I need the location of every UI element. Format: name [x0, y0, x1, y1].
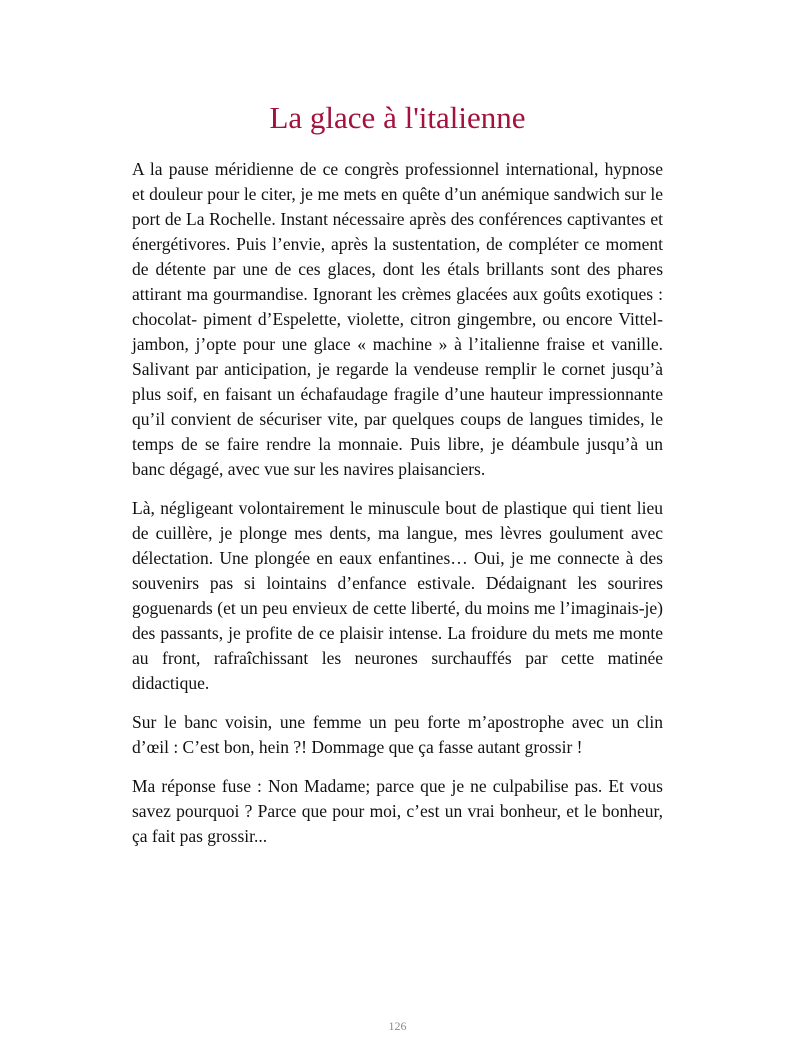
paragraph-1: A la pause méridienne de ce congrès professionnel international, hypnose et douleur pour le citer, je me mets en quête d’un anémique sandwich sur le port de La Rochelle. Instant nécessaire après des conférences captivantes et énergétivores. Puis l’envie, après la sustentation, de compléter ce moment de détente par une de ces glaces, dont les étals brillants sont des phares attirant ma gourmandise. Ignorant les crèmes glacées aux goûts exotiques : chocolat- piment d’Espelette, violette, citron gingembre, ou encore Vittel-jambon, j’opte pour une glace « machine » à l’italienne fraise et vanille. Salivant par anticipation, je regarde la vendeuse remplir le cornet jusqu’à plus soif, en faisant un échafaudage fragile d’une hauteur impressionnante qu’il convient de sécuriser vite, par quelques coups de langues timides, le temps de se faire rendre la monnaie. Puis libre, je déambule jusqu’à un banc dégagé, avec vue sur les navires plaisanciers.: [132, 159, 663, 479]
page-title: La glace à l'italienne: [269, 100, 526, 135]
body-text: [132, 157, 663, 863]
page-number: 126: [388, 1019, 407, 1033]
paragraph-3: Sur le banc voisin, une femme un peu forte m’apostrophe avec un clin d’œil : C’est bon, hein ?! Dommage que ça fasse autant grossir !: [132, 712, 663, 757]
paragraph-4: Ma réponse fuse : Non Madame; parce que je ne culpabilise pas. Et vous savez pourquoi ? Parce que pour moi, c’est un vrai bonheur, et le bonheur, ça fait pas grossir...: [132, 776, 663, 846]
paragraph-2: Là, négligeant volontairement le minuscule bout de plastique qui tient lieu de cuillère, je plonge mes dents, ma langue, mes lèvres goulument avec délectation. Une plongée en eaux enfantines… Oui, je me connecte à des souvenirs pas si lointains d’enfance estivale. Dédaignant les sourires goguenards (et un peu envieux de cette liberté, du moins me l’imaginais-je) des passants, je profite de ce plaisir intense. La froidure du mets me monte au front, rafraîchissant les neurones surchauffés par cette matinée didactique.: [132, 498, 663, 693]
